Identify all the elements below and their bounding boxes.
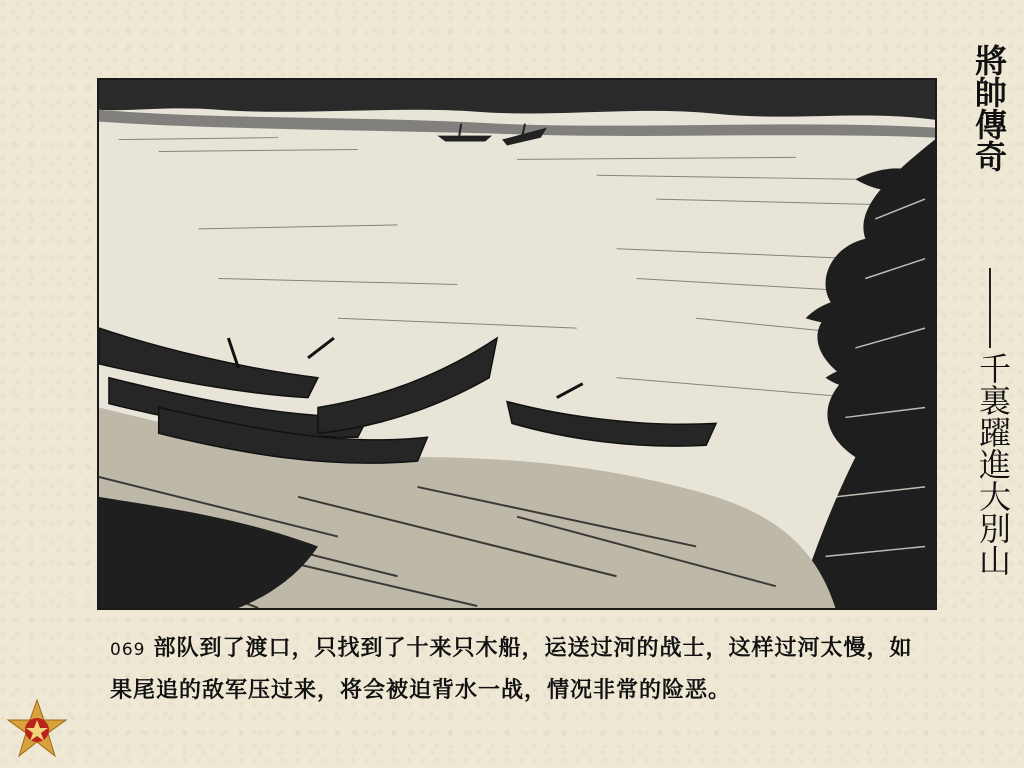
series-title: 將帥傳奇 (970, 44, 1008, 172)
series-subtitle: 千裏躍進大別山 (974, 352, 1012, 576)
panel-number: 069 (110, 640, 146, 660)
river-crossing-illustration (97, 78, 937, 610)
caption-text: 部队到了渡口，只找到了十来只木船，运送过河的战士，这样过河太慢，如果尾追的敌军压过来，将会被迫背水一战，情况非常的险恶。 (110, 635, 913, 703)
star-emblem-icon (6, 698, 68, 760)
ink-drawing (99, 80, 935, 608)
title-divider (989, 268, 991, 348)
caption (110, 628, 930, 710)
